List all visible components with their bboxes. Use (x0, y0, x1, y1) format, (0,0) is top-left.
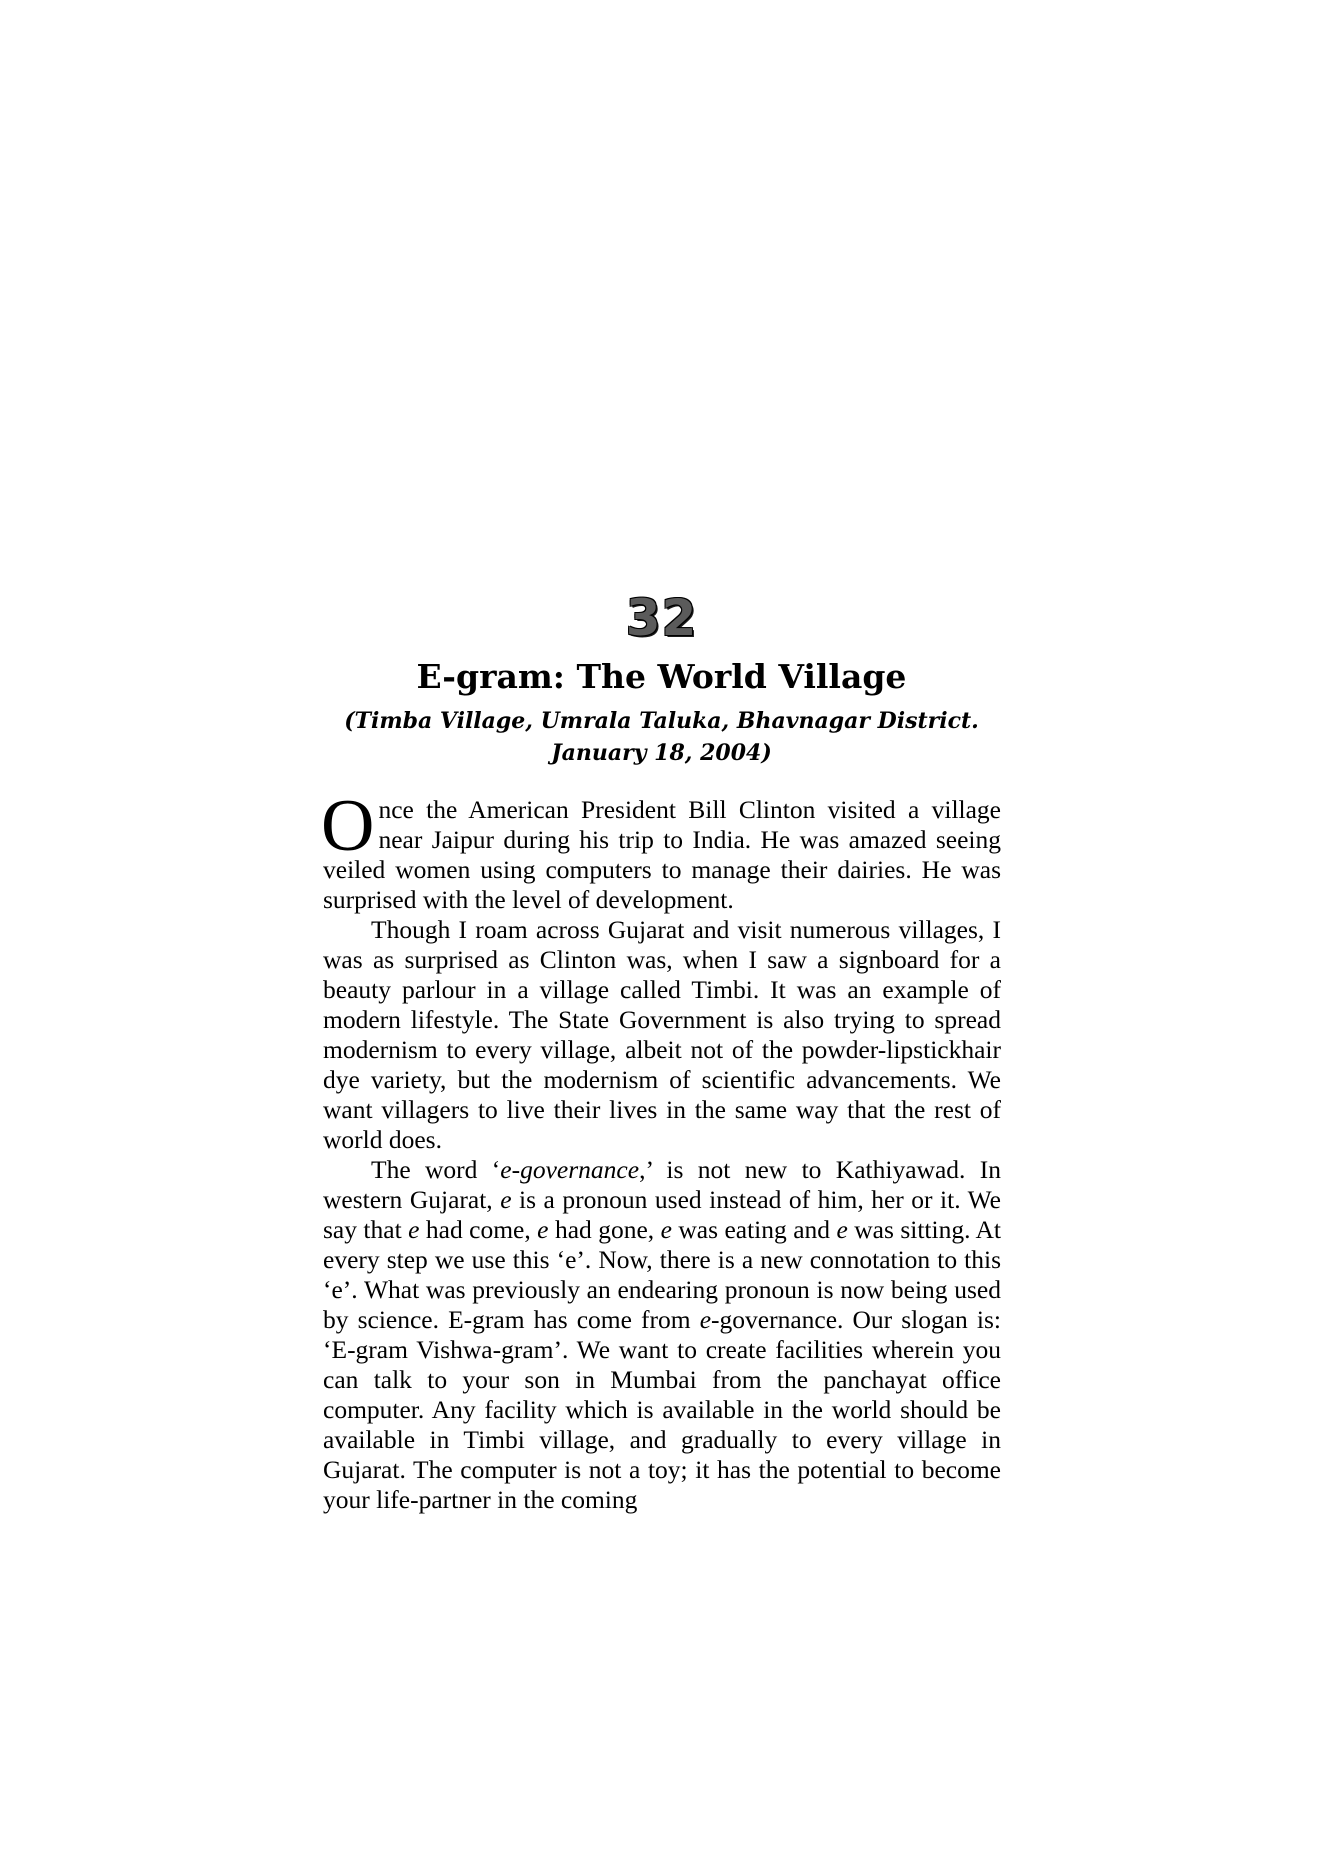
drop-cap: O (321, 785, 375, 867)
paragraph-3-segment: -governance. Our slogan is: ‘E-gram Vishwa-gram’. We want to create facilities wherein you can talk to your son in Mumbai from the panchayat office computer. Any facility which is available in the world should be available in Timbi village, and gradually to every village in Gujarat. The computer is not a toy; it has the potential to become your life-partner in the coming (323, 1305, 1001, 1514)
paragraph-3-segment: was eating and (671, 1215, 837, 1244)
paragraph-3-segment: was sitting. At every step we use this ‘e’. Now, there is a new connotation to this ‘e’. What was previously an endearing pronoun is now being used by science. E-gram has come from (323, 1215, 1002, 1334)
paragraph-3-segment: had come, (419, 1215, 538, 1244)
chapter-number: 32 (625, 589, 698, 647)
paragraph-3-italic: e (537, 1215, 549, 1244)
paragraph-3-italic: e (500, 1185, 512, 1214)
paragraph-3-italic: e (699, 1305, 712, 1334)
chapter-subtitle (0, 705, 1323, 769)
paragraph-1-text: nce the American President Bill Clinton visited a village near Jaipur during his trip to India. He was amazed seeing veiled women using computers to manage their dairies. He was surprised with the level of development. (323, 795, 1001, 914)
subtitle-line-1: (Timba Village, Umrala Taluka, Bhavnagar District. (344, 708, 979, 734)
paragraph-1 (321, 785, 1001, 915)
paragraph-2: Though I roam across Gujarat and visit numerous villages, I was as surprised as Clinton was, when I saw a signboard for a beauty parlour in a village called Timbi. It was an example of modern lifestyle. The State Government is also trying to spread modernism to every village, albeit not of the powder-lipstickhair dye variety, but the modernism of scientific advancements. We want villagers to live their lives in the same way that the rest of world does. (323, 915, 1001, 1154)
paragraph-3-italic: e-governance (500, 1155, 640, 1184)
paragraph-3-segment: is a pronoun used instead of him, her or it. We say that (323, 1185, 1002, 1244)
chapter-title: E-gram: The World Village (416, 657, 907, 696)
paragraph-3-segment: The word ‘ (371, 1155, 501, 1184)
paragraph-3-segment: ,’ is not new to Kathiyawad. In western Gujarat, (323, 1155, 1001, 1214)
paragraph-3 (323, 1155, 1001, 1515)
paragraph-3-italic: e (660, 1215, 672, 1244)
subtitle-line-2: January 18, 2004) (551, 740, 772, 766)
paragraph-3-italic: e (408, 1215, 420, 1244)
paragraph-3-italic: e (836, 1215, 848, 1244)
body-text (321, 785, 1002, 1515)
paragraph-3-segment: had gone, (548, 1215, 661, 1244)
